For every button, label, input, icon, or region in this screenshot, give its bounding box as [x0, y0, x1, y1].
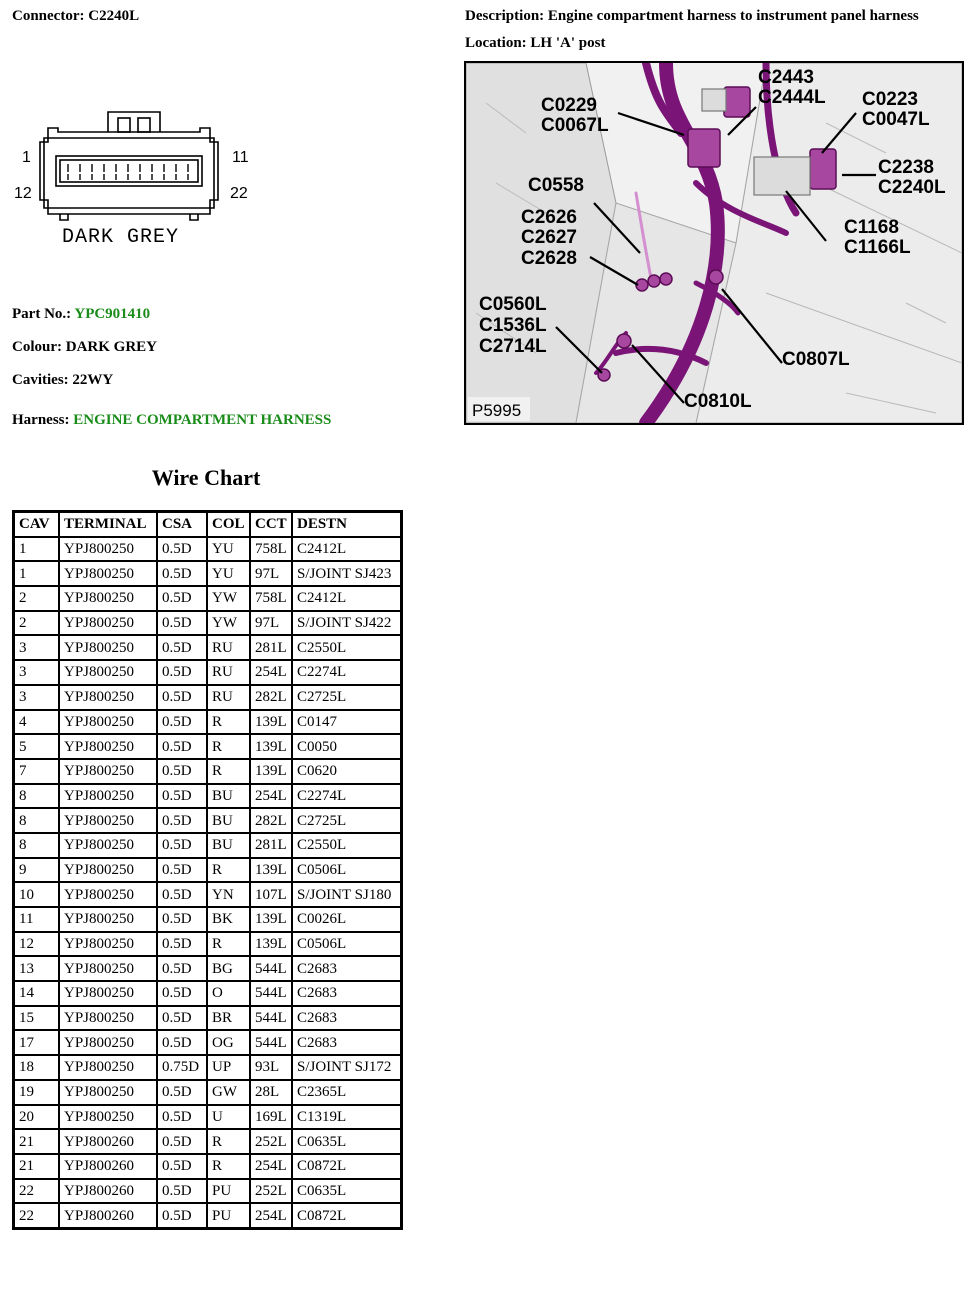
cell-cct: 139L [250, 759, 292, 784]
cell-cav: 2 [14, 611, 60, 636]
table-row [14, 784, 402, 809]
cell-cct: 139L [250, 734, 292, 759]
cell-destn: C0620 [292, 759, 402, 784]
table-row [14, 611, 402, 636]
cell-col: R [207, 710, 250, 735]
callout-c0807l: C0807L [782, 349, 850, 370]
callout-c1166l: C1166L [844, 237, 911, 258]
cell-col: R [207, 734, 250, 759]
pin-1-label: 1 [22, 149, 31, 166]
pin-11-label: 11 [232, 149, 249, 166]
cell-cav: 5 [14, 734, 60, 759]
table-row [14, 537, 402, 562]
cell-terminal: YPJ800250 [59, 685, 157, 710]
cell-destn: C2550L [292, 635, 402, 660]
cell-terminal: YPJ800250 [59, 882, 157, 907]
callout-c0560l: C0560L [479, 294, 547, 315]
cell-csa: 0.5D [157, 734, 207, 759]
cell-csa: 0.5D [157, 784, 207, 809]
cell-destn: C0635L [292, 1179, 402, 1204]
cell-csa: 0.5D [157, 981, 207, 1006]
cell-terminal: YPJ800260 [59, 1154, 157, 1179]
connector-face-diagram [8, 100, 268, 250]
cell-csa: 0.5D [157, 1080, 207, 1105]
table-row [14, 1080, 402, 1105]
cell-cav: 8 [14, 784, 60, 809]
cell-col: O [207, 981, 250, 1006]
cell-cct: 139L [250, 858, 292, 883]
cell-cct: 97L [250, 611, 292, 636]
cell-csa: 0.5D [157, 907, 207, 932]
description-value: Engine compartment harness to instrument panel harness [547, 8, 919, 24]
table-row [14, 1154, 402, 1179]
cell-csa: 0.5D [157, 710, 207, 735]
callout-c0810l: C0810L [684, 391, 752, 412]
table-header-row [14, 512, 402, 537]
cell-destn: C2274L [292, 660, 402, 685]
cell-cct: 282L [250, 685, 292, 710]
cell-cct: 169L [250, 1105, 292, 1130]
cell-col: PU [207, 1203, 250, 1228]
cell-cct: 281L [250, 635, 292, 660]
cell-csa: 0.5D [157, 808, 207, 833]
cell-csa: 0.5D [157, 932, 207, 957]
table-row [14, 882, 402, 907]
cell-destn: S/JOINT SJ422 [292, 611, 402, 636]
wire-chart-title: Wire Chart [151, 465, 261, 490]
cavities-value: 22WY [72, 372, 114, 388]
cell-col: YW [207, 611, 250, 636]
callout-c2240l: C2240L [878, 177, 946, 198]
callout-c0067l: C0067L [541, 115, 609, 136]
cell-destn: C2683 [292, 1030, 402, 1055]
cell-col: RU [207, 685, 250, 710]
connector-label: Connector: C2240L [12, 8, 140, 24]
cell-destn: C2412L [292, 586, 402, 611]
cell-csa: 0.5D [157, 1129, 207, 1154]
cell-csa: 0.5D [157, 1105, 207, 1130]
table-row [14, 858, 402, 883]
cell-cav: 3 [14, 660, 60, 685]
cell-terminal: YPJ800250 [59, 907, 157, 932]
cell-cav: 9 [14, 858, 60, 883]
cell-terminal: YPJ800250 [59, 635, 157, 660]
cell-destn: S/JOINT SJ423 [292, 561, 402, 586]
cell-cav: 21 [14, 1129, 60, 1154]
callout-c1536l: C1536L [479, 315, 547, 336]
cell-terminal: YPJ800250 [59, 1006, 157, 1031]
cell-terminal: YPJ800250 [59, 1080, 157, 1105]
cell-cct: 97L [250, 561, 292, 586]
cell-destn: C2725L [292, 685, 402, 710]
cell-terminal: YPJ800250 [59, 710, 157, 735]
cell-destn: C2683 [292, 981, 402, 1006]
cell-col: RU [207, 635, 250, 660]
cell-cav: 1 [14, 561, 60, 586]
table-row [14, 808, 402, 833]
cell-destn: C0635L [292, 1129, 402, 1154]
cell-destn: C0147 [292, 710, 402, 735]
cell-destn: S/JOINT SJ180 [292, 882, 402, 907]
cell-destn: C0050 [292, 734, 402, 759]
cell-terminal: YPJ800250 [59, 660, 157, 685]
harness: Harness: ENGINE COMPARTMENT HARNESS [12, 412, 332, 428]
cell-csa: 0.5D [157, 537, 207, 562]
cell-terminal: YPJ800250 [59, 833, 157, 858]
callout-c2714l: C2714L [479, 336, 547, 357]
cell-cct: 544L [250, 956, 292, 981]
cell-terminal: YPJ800250 [59, 808, 157, 833]
table-row [14, 1203, 402, 1228]
table-row [14, 956, 402, 981]
description-label: Description: Engine compartment harness to instrument panel harness [465, 8, 919, 24]
table-row [14, 1105, 402, 1130]
cell-csa: 0.5D [157, 759, 207, 784]
table-row [14, 1006, 402, 1031]
cell-col: OG [207, 1030, 250, 1055]
table-row [14, 907, 402, 932]
cell-terminal: YPJ800260 [59, 1179, 157, 1204]
cell-col: R [207, 932, 250, 957]
cell-cct: 544L [250, 981, 292, 1006]
cell-destn: C1319L [292, 1105, 402, 1130]
cell-terminal: YPJ800250 [59, 956, 157, 981]
cell-destn: C2725L [292, 808, 402, 833]
cell-col: BG [207, 956, 250, 981]
cell-col: YN [207, 882, 250, 907]
cell-cct: 139L [250, 710, 292, 735]
cell-col: BU [207, 833, 250, 858]
cell-csa: 0.5D [157, 1179, 207, 1204]
cell-cav: 2 [14, 586, 60, 611]
connector-value: C2240L [88, 8, 140, 24]
photo-reference: P5995 [472, 401, 522, 420]
cell-terminal: YPJ800250 [59, 537, 157, 562]
cell-terminal: YPJ800250 [59, 1030, 157, 1055]
cell-destn: C0026L [292, 907, 402, 932]
table-row [14, 635, 402, 660]
table-row [14, 660, 402, 685]
cell-col: YU [207, 537, 250, 562]
colour: Colour: DARK GREY [12, 339, 158, 355]
cell-csa: 0.5D [157, 858, 207, 883]
colour-value: DARK GREY [65, 339, 158, 355]
cell-terminal: YPJ800250 [59, 981, 157, 1006]
cell-cct: 254L [250, 1203, 292, 1228]
header-csa: CSA [157, 512, 207, 537]
cell-destn: C2365L [292, 1080, 402, 1105]
table-row [14, 981, 402, 1006]
cell-csa: 0.5D [157, 611, 207, 636]
cell-destn: C0506L [292, 858, 402, 883]
cell-cav: 11 [14, 907, 60, 932]
table-row [14, 734, 402, 759]
cell-cct: 93L [250, 1055, 292, 1080]
cell-destn: S/JOINT SJ172 [292, 1055, 402, 1080]
cell-cav: 3 [14, 685, 60, 710]
cell-col: R [207, 759, 250, 784]
cell-terminal: YPJ800250 [59, 734, 157, 759]
cell-cct: 544L [250, 1006, 292, 1031]
cell-cav: 7 [14, 759, 60, 784]
table-row [14, 586, 402, 611]
cell-cav: 22 [14, 1179, 60, 1204]
cell-cav: 14 [14, 981, 60, 1006]
cell-destn: C2550L [292, 833, 402, 858]
callout-c2238: C2238 [878, 157, 934, 178]
cell-cct: 28L [250, 1080, 292, 1105]
cell-csa: 0.5D [157, 1006, 207, 1031]
cell-cct: 254L [250, 784, 292, 809]
cell-terminal: YPJ800250 [59, 759, 157, 784]
pin-22-label: 22 [230, 185, 248, 202]
table-row [14, 932, 402, 957]
harness-value: ENGINE COMPARTMENT HARNESS [73, 412, 332, 428]
location-label: Location: LH 'A' post [465, 35, 606, 51]
cell-terminal: YPJ800250 [59, 561, 157, 586]
cell-csa: 0.5D [157, 635, 207, 660]
callout-c0558: C0558 [528, 175, 584, 196]
callout-c2626: C2626 [521, 207, 577, 228]
table-row [14, 710, 402, 735]
cell-csa: 0.5D [157, 1203, 207, 1228]
cell-cav: 20 [14, 1105, 60, 1130]
cell-col: U [207, 1105, 250, 1130]
location-photo [464, 61, 964, 425]
header-terminal: TERMINAL [59, 512, 157, 537]
harness-illustration [466, 63, 962, 423]
cavities: Cavities: 22WY [12, 372, 114, 388]
callout-c2628: C2628 [521, 248, 577, 269]
cell-col: BU [207, 808, 250, 833]
cell-terminal: YPJ800260 [59, 1129, 157, 1154]
cell-col: R [207, 1129, 250, 1154]
cell-cav: 8 [14, 833, 60, 858]
table-row [14, 833, 402, 858]
callout-c2627: C2627 [521, 227, 577, 248]
cell-cct: 281L [250, 833, 292, 858]
callout-c1168: C1168 [844, 217, 899, 238]
callout-c0223: C0223 [862, 89, 918, 110]
cell-cct: 544L [250, 1030, 292, 1055]
cell-csa: 0.5D [157, 956, 207, 981]
table-row [14, 1179, 402, 1204]
callout-c2444l: C2444L [758, 87, 826, 108]
cell-col: YW [207, 586, 250, 611]
cell-cav: 12 [14, 932, 60, 957]
cell-cct: 139L [250, 932, 292, 957]
cell-cav: 3 [14, 635, 60, 660]
table-row [14, 561, 402, 586]
cell-terminal: YPJ800250 [59, 1105, 157, 1130]
location-value: LH 'A' post [530, 35, 606, 51]
cell-csa: 0.5D [157, 685, 207, 710]
cell-terminal: YPJ800260 [59, 1203, 157, 1228]
cell-destn: C0872L [292, 1154, 402, 1179]
cell-terminal: YPJ800250 [59, 932, 157, 957]
cell-col: BK [207, 907, 250, 932]
cell-cav: 21 [14, 1154, 60, 1179]
cell-col: YU [207, 561, 250, 586]
cell-cct: 758L [250, 586, 292, 611]
cell-col: BR [207, 1006, 250, 1031]
cell-cav: 18 [14, 1055, 60, 1080]
table-row [14, 759, 402, 784]
cell-cct: 107L [250, 882, 292, 907]
part-number: Part No.: YPC901410 [12, 306, 151, 322]
table-row [14, 1129, 402, 1154]
cell-terminal: YPJ800250 [59, 611, 157, 636]
cell-terminal: YPJ800250 [59, 1055, 157, 1080]
cell-cav: 13 [14, 956, 60, 981]
cell-cct: 139L [250, 907, 292, 932]
cell-cav: 19 [14, 1080, 60, 1105]
cell-destn: C2683 [292, 1006, 402, 1031]
cell-cct: 254L [250, 660, 292, 685]
cell-csa: 0.5D [157, 1030, 207, 1055]
table-row [14, 1055, 402, 1080]
cell-cct: 252L [250, 1129, 292, 1154]
cell-cav: 10 [14, 882, 60, 907]
cell-csa: 0.5D [157, 1154, 207, 1179]
connector-colour-text: DARK GREY [62, 226, 180, 249]
cell-cct: 758L [250, 537, 292, 562]
pin-12-label: 12 [14, 185, 32, 202]
wire-chart-table [12, 510, 403, 1230]
cell-cav: 15 [14, 1006, 60, 1031]
header-cav: CAV [14, 512, 60, 537]
cell-cct: 282L [250, 808, 292, 833]
cell-cct: 254L [250, 1154, 292, 1179]
cell-csa: 0.5D [157, 833, 207, 858]
cell-col: RU [207, 660, 250, 685]
cell-col: R [207, 1154, 250, 1179]
cell-csa: 0.5D [157, 586, 207, 611]
part-number-value: YPC901410 [74, 306, 151, 322]
cell-terminal: YPJ800250 [59, 858, 157, 883]
cell-destn: C2274L [292, 784, 402, 809]
table-row [14, 685, 402, 710]
cell-csa: 0.5D [157, 660, 207, 685]
cell-col: UP [207, 1055, 250, 1080]
cell-destn: C0506L [292, 932, 402, 957]
cell-cav: 22 [14, 1203, 60, 1228]
cell-cav: 1 [14, 537, 60, 562]
cell-col: GW [207, 1080, 250, 1105]
callout-c2443: C2443 [758, 67, 814, 88]
cell-col: BU [207, 784, 250, 809]
cell-col: R [207, 858, 250, 883]
cell-csa: 0.75D [157, 1055, 207, 1080]
callout-c0047l: C0047L [862, 109, 930, 130]
header-col: COL [207, 512, 250, 537]
cell-cct: 252L [250, 1179, 292, 1204]
header-destn: DESTN [292, 512, 402, 537]
cell-col: PU [207, 1179, 250, 1204]
cell-terminal: YPJ800250 [59, 586, 157, 611]
cell-cav: 8 [14, 808, 60, 833]
cell-terminal: YPJ800250 [59, 784, 157, 809]
table-row [14, 1030, 402, 1055]
cell-destn: C0872L [292, 1203, 402, 1228]
cell-destn: C2412L [292, 537, 402, 562]
cell-cav: 17 [14, 1030, 60, 1055]
cell-csa: 0.5D [157, 882, 207, 907]
cell-csa: 0.5D [157, 561, 207, 586]
cell-cav: 4 [14, 710, 60, 735]
callout-c0229: C0229 [541, 95, 597, 116]
cell-destn: C2683 [292, 956, 402, 981]
header-cct: CCT [250, 512, 292, 537]
